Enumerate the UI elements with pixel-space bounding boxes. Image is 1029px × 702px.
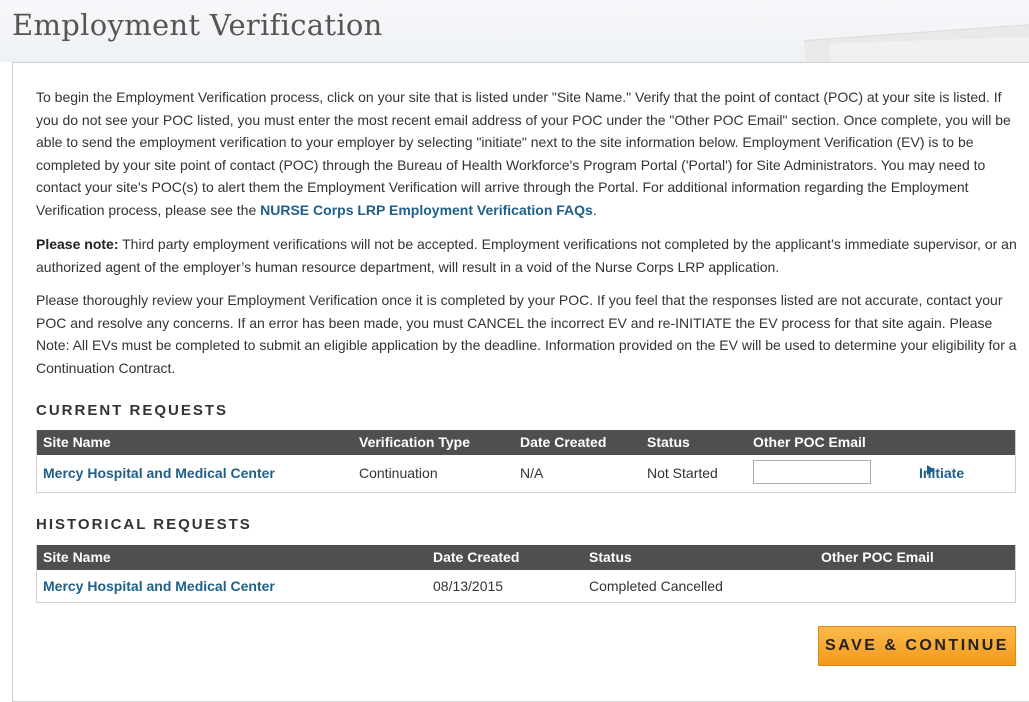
intro-paragraph — [36, 86, 1021, 221]
site-name-link[interactable]: Mercy Hospital and Medical Center — [43, 465, 275, 481]
col-date-created: Date Created — [433, 549, 520, 565]
col-other-poc-email: Other POC Email — [753, 434, 866, 450]
col-verification-type: Verification Type — [359, 434, 470, 450]
save-continue-button[interactable]: SAVE & CONTINUE — [818, 626, 1016, 666]
note-label: Please note: — [36, 236, 119, 252]
col-status: Status — [647, 434, 690, 450]
faq-link[interactable]: NURSE Corps LRP Employment Verification FAQs — [260, 201, 593, 218]
note-paragraph — [36, 233, 1021, 278]
col-site-name: Site Name — [43, 549, 111, 565]
intro-end: . — [592, 201, 597, 218]
page-title: Employment Verification — [12, 8, 383, 42]
col-other-poc-email: Other POC Email — [821, 549, 934, 565]
current-requests-title: CURRENT REQUESTS — [36, 402, 229, 419]
site-name-link[interactable]: Mercy Hospital and Medical Center — [43, 578, 275, 594]
page-header — [0, 0, 1029, 62]
date-created-cell: N/A — [520, 465, 544, 481]
main-content — [12, 62, 1029, 702]
table-row — [37, 455, 1015, 491]
intro-text: To begin the Employment Verification process, click on your site that is listed under "Site Name." Verify that the point of contact (POC) at your site is listed. If you do not see your POC listed, you must enter the most recent email address of your POC under the "Other POC Email" section. Once complete, you will be able to send the employment verification to your employer by selecting "initiate" next to the site information below. Employment Verification (EV) is to be completed by your site point of contact (POC) through the Bureau of Health Workforce's Program Portal ('Portal') for Site Administrators. You may need to contact your site's POC(s) to alert them the Employment Verification will arrive through the Portal. For additional information regarding the Employment Verification process, please see the — [36, 89, 1011, 218]
initiate-label: Initiate — [919, 465, 965, 481]
status-cell: Not Started — [647, 465, 718, 481]
verification-type-cell: Continuation — [359, 465, 438, 481]
table-header — [37, 430, 1015, 455]
table-header — [37, 545, 1015, 570]
note-text: Third party employment verifications will not be accepted. Employment verifications not completed by the applicant’s immediate supervisor, or an authorized agent of the employer’s human resource department, will result in a void of the Nurse Corps LRP application. — [36, 236, 1017, 275]
col-site-name: Site Name — [43, 434, 111, 450]
col-status: Status — [589, 549, 632, 565]
historical-requests-title: HISTORICAL REQUESTS — [36, 516, 252, 533]
current-requests-table — [36, 430, 1016, 493]
other-poc-email-input[interactable] — [753, 460, 871, 484]
historical-requests-table — [36, 545, 1016, 603]
status-cell: Completed Cancelled — [589, 578, 723, 594]
date-created-cell: 08/13/2015 — [433, 578, 504, 594]
play-icon — [927, 465, 935, 475]
col-date-created: Date Created — [520, 434, 607, 450]
review-paragraph: Please thoroughly review your Employment Verification once it is completed by your POC. If you feel that the responses listed are not accurate, contact your POC and resolve any concerns. If an error has been made, you must CANCEL the incorrect EV and re-INITIATE the EV process for that site again. Please Note: All EVs must be completed to submit an eligible application by the deadline. Information provided on the EV will be used to determine your eligibility for a Continuation Contract. — [36, 292, 1017, 376]
table-row — [37, 570, 1015, 602]
